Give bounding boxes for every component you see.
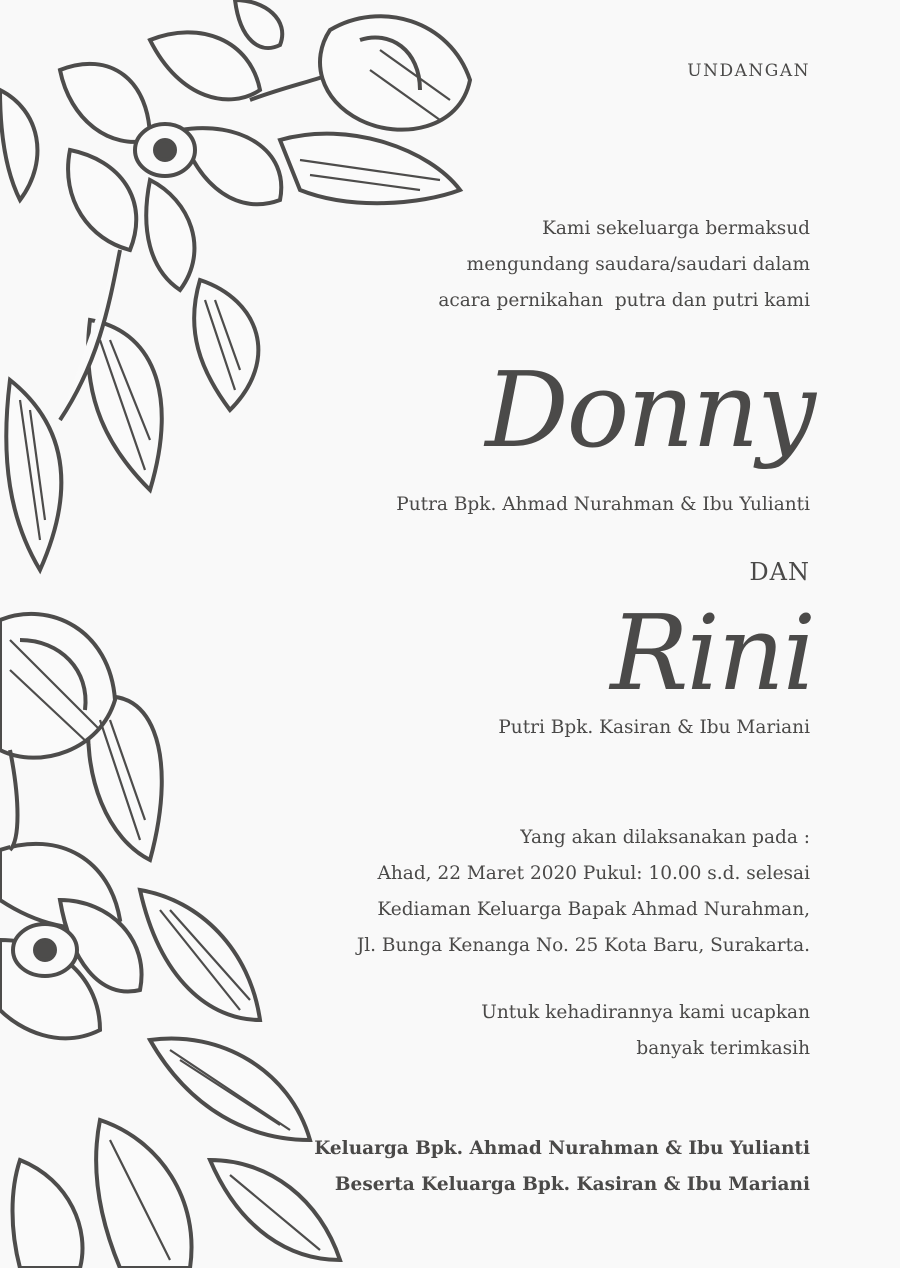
intro-line: Kami sekeluarga bermaksud — [542, 218, 810, 239]
invitation-heading: UNDANGAN — [687, 61, 810, 81]
event-details — [357, 820, 810, 964]
event-line: Yang akan dilaksanakan pada : — [520, 827, 810, 848]
event-line: Kediaman Keluarga Bapak Ahmad Nurahman, — [377, 899, 810, 920]
conjunction: DAN — [749, 558, 810, 586]
closing-line: banyak terimkasih — [636, 1038, 810, 1059]
closing-message — [481, 995, 810, 1067]
family-signatures — [314, 1131, 810, 1203]
groom-name: Donny — [485, 349, 814, 471]
groom-parents: Putra Bpk. Ahmad Nurahman & Ibu Yulianti — [396, 494, 810, 515]
family-line: Beserta Keluarga Bpk. Kasiran & Ibu Mariani — [334, 1174, 810, 1195]
intro-paragraph — [438, 211, 810, 319]
bride-parents: Putri Bpk. Kasiran & Ibu Mariani — [498, 717, 810, 738]
bride-name: Rini — [610, 592, 814, 714]
family-line: Keluarga Bpk. Ahmad Nurahman & Ibu Yulianti — [314, 1138, 810, 1159]
intro-line: acara pernikahan putra dan putri kami — [438, 290, 810, 311]
event-line: Jl. Bunga Kenanga No. 25 Kota Baru, Surakarta. — [356, 935, 810, 956]
event-line: Ahad, 22 Maret 2020 Pukul: 10.00 s.d. selesai — [377, 863, 810, 884]
intro-line: mengundang saudara/saudari dalam — [466, 254, 810, 275]
closing-line: Untuk kehadirannya kami ucapkan — [481, 1002, 810, 1023]
floral-bottom-icon — [0, 600, 350, 1268]
